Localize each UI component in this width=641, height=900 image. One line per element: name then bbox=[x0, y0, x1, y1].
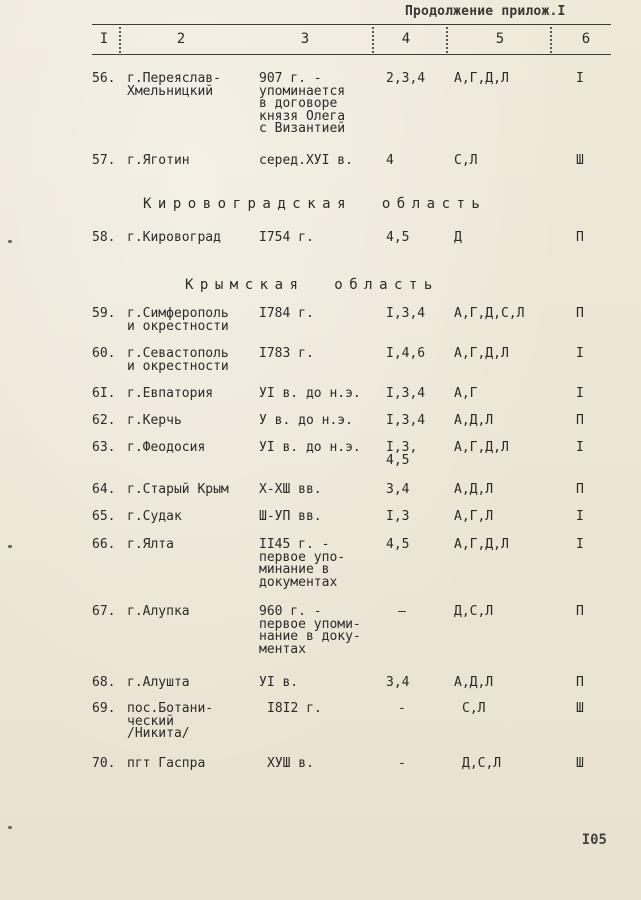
row-place: г.Переяслав- Хмельницкий bbox=[127, 71, 221, 99]
row-number: 62. bbox=[92, 413, 116, 428]
row-col4: 2,3,4 bbox=[386, 71, 426, 86]
row-place: г.Алупка bbox=[127, 604, 190, 619]
row-col6: I bbox=[576, 71, 584, 86]
row-date: I8I2 г. bbox=[267, 701, 322, 716]
row-col4: - bbox=[398, 756, 406, 771]
row-col6: I bbox=[576, 509, 584, 524]
row-place: г.Севастополь и окрестности bbox=[127, 346, 229, 374]
row-number: 70. bbox=[92, 756, 116, 771]
row-col5: Д,С,Л bbox=[454, 604, 494, 619]
row-number: 68. bbox=[92, 675, 116, 690]
col-separator bbox=[550, 27, 552, 53]
row-place: г.Яготин bbox=[127, 153, 190, 168]
row-number: 66. bbox=[92, 537, 116, 552]
row-col5: А,Г,Д,Л bbox=[454, 440, 509, 455]
row-number: 67. bbox=[92, 604, 116, 619]
row-col4: I,3,4 bbox=[386, 413, 426, 428]
row-number: 64. bbox=[92, 482, 116, 497]
row-date: XУШ в. bbox=[267, 756, 314, 771]
col-separator bbox=[446, 27, 448, 53]
row-date: 960 г. - первое упоми- нание в доку- ментах bbox=[259, 604, 361, 657]
row-date: УI в. bbox=[259, 675, 299, 690]
row-col5: Д bbox=[454, 230, 462, 245]
row-place: г.Керчь bbox=[127, 413, 182, 428]
row-col5: С,Л bbox=[462, 701, 486, 716]
region-heading: Кировоградская область bbox=[143, 196, 487, 212]
row-col6: Ш bbox=[576, 756, 584, 771]
continuation-label: Продолжение прилож.I bbox=[405, 4, 566, 19]
row-date: II45 г. - первое упо- минание в документах bbox=[259, 537, 346, 590]
col-head-6: 6 bbox=[581, 31, 591, 47]
row-col4: I,3,4 bbox=[386, 306, 426, 321]
header-top-rule bbox=[92, 24, 611, 25]
row-place: г.Судак bbox=[127, 509, 182, 524]
row-col6: Ш bbox=[576, 153, 584, 168]
row-col4: 3,4 bbox=[386, 482, 410, 497]
row-col6: П bbox=[576, 230, 584, 245]
row-date: У в. до н.э. bbox=[259, 413, 353, 428]
col-head-3: 3 bbox=[300, 31, 310, 47]
row-place: г.Симферополь и окрестности bbox=[127, 306, 229, 334]
row-place: пос.Ботани- ческий /Никита/ bbox=[127, 701, 214, 741]
row-col4: — bbox=[398, 604, 406, 619]
col-separator bbox=[119, 27, 121, 53]
row-number: 63. bbox=[92, 440, 116, 455]
row-place: г.Кировоград bbox=[127, 230, 221, 245]
row-number: 65. bbox=[92, 509, 116, 524]
row-col5: А,Д,Л bbox=[454, 482, 494, 497]
row-place: г.Ялта bbox=[127, 537, 174, 552]
row-date: серед.XУI в. bbox=[259, 153, 353, 168]
row-col6: Ш bbox=[576, 701, 584, 716]
row-date: 907 г. - упоминается в договоре князя Олега с Византией bbox=[259, 71, 346, 136]
row-date: УI в. до н.э. bbox=[259, 386, 361, 401]
row-date: УI в. до н.э. bbox=[259, 440, 361, 455]
row-col4: I,4,6 bbox=[386, 346, 426, 361]
col-head-5: 5 bbox=[495, 31, 505, 47]
row-number: 58. bbox=[92, 230, 116, 245]
row-col5: А,Д,Л bbox=[454, 413, 494, 428]
row-col5: А,Г,Д,С,Л bbox=[454, 306, 525, 321]
row-col5: А,Г,Д,Л bbox=[454, 537, 509, 552]
row-date: I783 г. bbox=[259, 346, 314, 361]
row-col4: 3,4 bbox=[386, 675, 410, 690]
col-head-1: I bbox=[99, 31, 109, 47]
row-col5: А,Г bbox=[454, 386, 478, 401]
row-place: пгт Гаспра bbox=[127, 756, 206, 771]
row-col4: 4 bbox=[386, 153, 394, 168]
row-col5: Д,С,Л bbox=[462, 756, 502, 771]
col-head-4: 4 bbox=[401, 31, 411, 47]
row-col5: А,Г,Л bbox=[454, 509, 494, 524]
row-number: 69. bbox=[92, 701, 116, 716]
row-col5: А,Д,Л bbox=[454, 675, 494, 690]
binding-hole-mark bbox=[8, 826, 12, 829]
row-place: г.Феодосия bbox=[127, 440, 206, 455]
row-number: 59. bbox=[92, 306, 116, 321]
row-col4: - bbox=[398, 701, 406, 716]
binding-hole-mark bbox=[8, 545, 12, 548]
region-heading: Крымская область bbox=[185, 277, 439, 293]
row-col6: I bbox=[576, 537, 584, 552]
row-place: г.Старый Крым bbox=[127, 482, 229, 497]
row-place: г.Алушта bbox=[127, 675, 190, 690]
binding-hole-mark bbox=[8, 240, 12, 243]
row-number: 6I. bbox=[92, 386, 116, 401]
row-col6: I bbox=[576, 346, 584, 361]
row-col4: I,3,4 bbox=[386, 386, 426, 401]
row-col6: П bbox=[576, 413, 584, 428]
row-col4: 4,5 bbox=[386, 537, 410, 552]
row-date: Ш-УП вв. bbox=[259, 509, 322, 524]
row-place: г.Евпатория bbox=[127, 386, 214, 401]
row-col5: А,Г,Д,Л bbox=[454, 346, 509, 361]
row-col6: П bbox=[576, 306, 584, 321]
row-date: X-XШ вв. bbox=[259, 482, 322, 497]
row-col4: I,3 bbox=[386, 509, 410, 524]
row-col5: А,Г,Д,Л bbox=[454, 71, 509, 86]
page-number: I05 bbox=[581, 832, 607, 848]
row-date: I754 г. bbox=[259, 230, 314, 245]
row-col6: I bbox=[576, 386, 584, 401]
col-head-2: 2 bbox=[176, 31, 186, 47]
row-col5: С,Л bbox=[454, 153, 478, 168]
row-col6: П bbox=[576, 482, 584, 497]
row-col4: 4,5 bbox=[386, 230, 410, 245]
header-bottom-rule bbox=[92, 54, 611, 55]
row-date: I784 г. bbox=[259, 306, 314, 321]
row-col6: I bbox=[576, 440, 584, 455]
row-col6: П bbox=[576, 604, 584, 619]
row-number: 60. bbox=[92, 346, 116, 361]
row-number: 56. bbox=[92, 71, 116, 86]
row-col4: I,3, 4,5 bbox=[386, 440, 418, 468]
row-number: 57. bbox=[92, 153, 116, 168]
col-separator bbox=[372, 27, 374, 53]
row-col6: П bbox=[576, 675, 584, 690]
